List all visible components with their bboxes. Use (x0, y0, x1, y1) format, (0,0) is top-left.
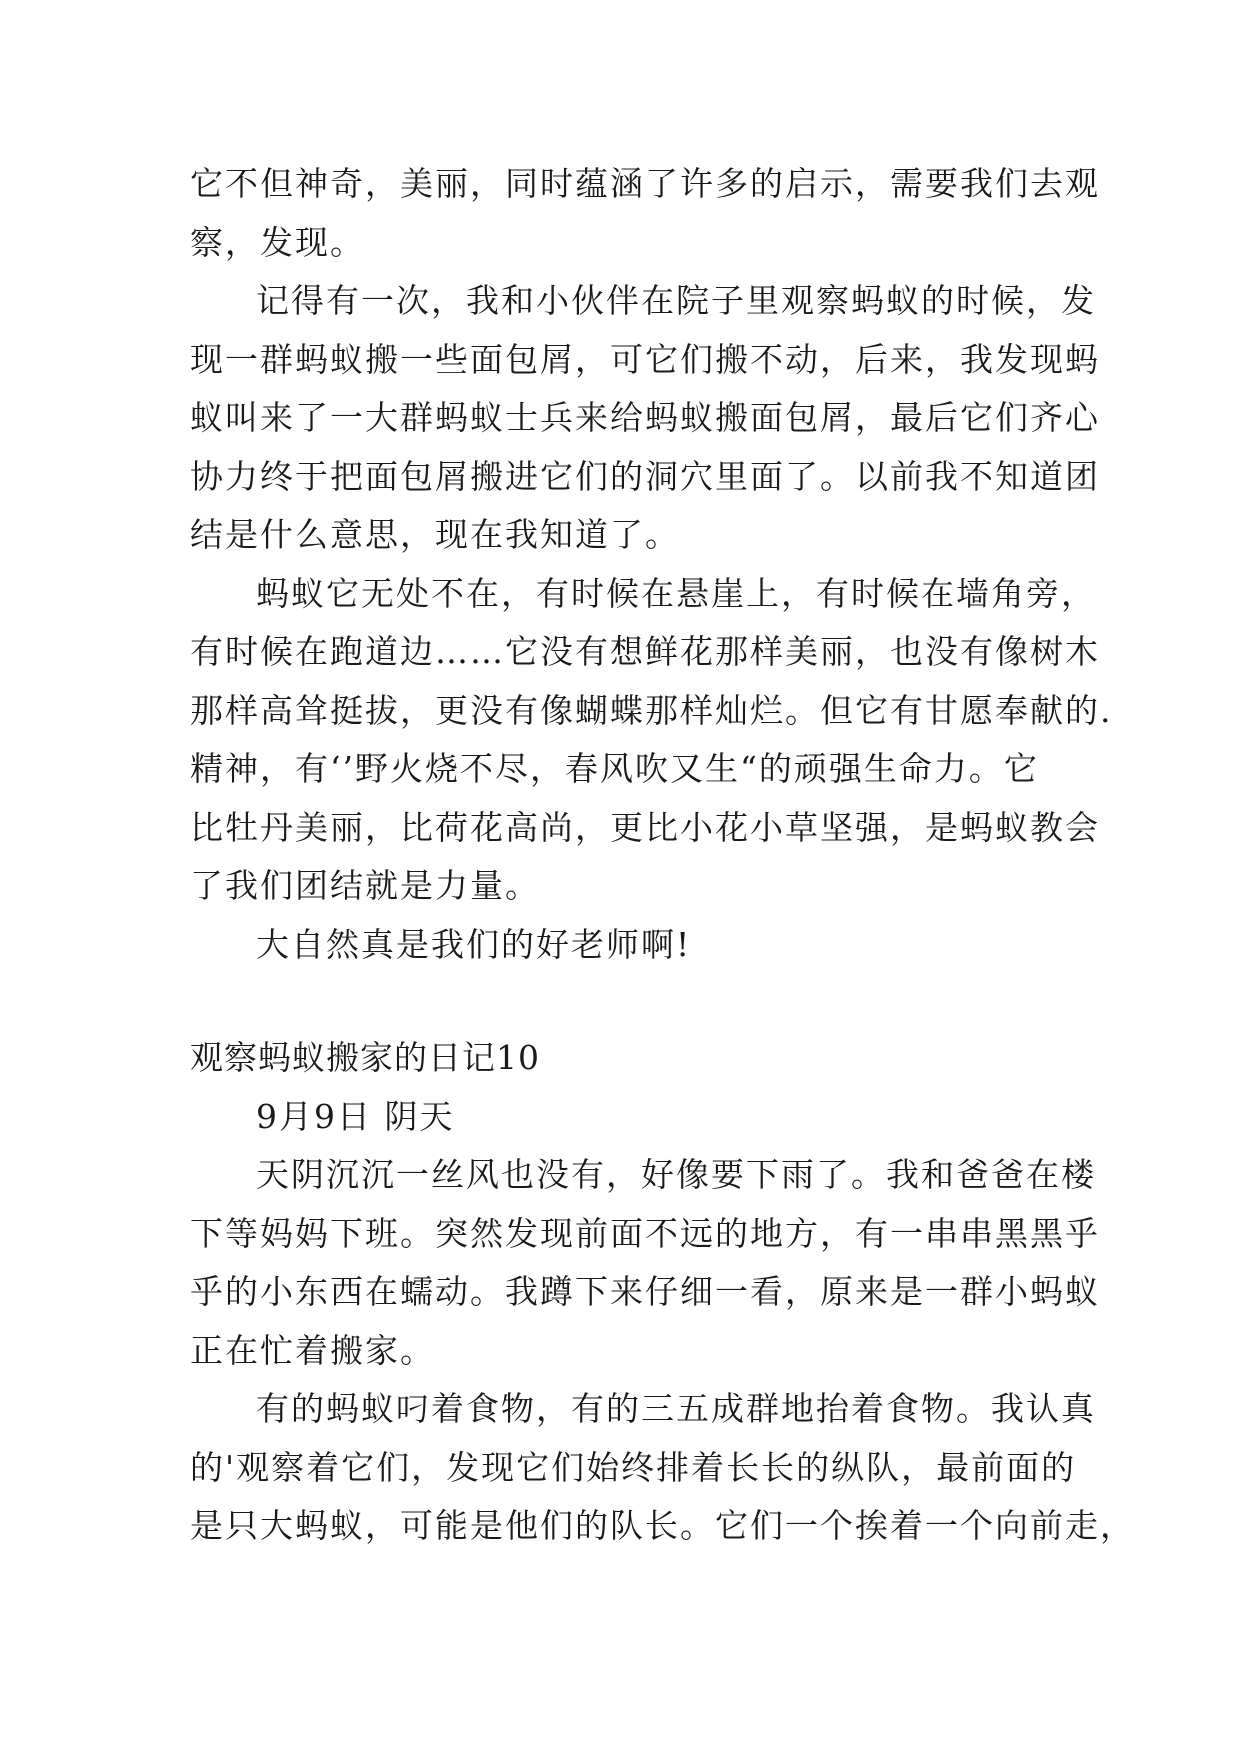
text-line: 精神，有‘’野火烧不尽，春风吹又生“的顽强生命力。它 (190, 749, 1039, 788)
text-line: 的'观察着它们，发现它们始终排着长长的纵队，最前面的 (190, 1447, 1077, 1487)
text-line: 乎的小东西在蠕动。我蹲下来仔细一看，原来是一群小蚂蚁 (190, 1272, 1100, 1311)
diary-title: 观察蚂蚁搬家的日记10 (190, 1038, 540, 1077)
text-line: 它不但神奇，美丽，同时蕴涵了许多的启示，需要我们去观 (190, 164, 1100, 203)
paragraph-start-line: 大自然真是我们的好老师啊! (256, 924, 692, 964)
text-line: 下等妈妈下班。突然发现前面不远的地方，有一串串黑黑乎 (190, 1213, 1100, 1253)
text-line: 察，发现。 (190, 222, 365, 262)
text-line: 蚁叫来了一大群蚂蚁士兵来给蚂蚁搬面包屑，最后它们齐心 (190, 398, 1100, 437)
text-line: 协力终于把面包屑搬进它们的洞穴里面了。以前我不知道团 (190, 456, 1100, 496)
text-line: 正在忙着搬家。 (190, 1330, 435, 1370)
paragraph-start-line: 蚂蚁它无处不在，有时候在悬崖上，有时候在墙角旁， (256, 573, 1096, 613)
text-line: 比牡丹美丽，比荷花高尚，更比小花小草坚强，是蚂蚁教会 (190, 807, 1100, 847)
text-line: 是只大蚂蚁，可能是他们的队长。它们一个挨着一个向前走， (190, 1506, 1135, 1545)
section-spacer (190, 974, 1050, 1029)
document-body (190, 155, 1135, 1556)
paragraph-start-line: 天阴沉沉一丝风也没有，好像要下雨了。我和爸爸在楼 (256, 1155, 1096, 1194)
text-line: 那样高耸挺拔，更没有像蝴蝶那样灿烂。但它有甘愿奉献的. (190, 690, 1113, 730)
text-line: 有时候在跑道边……它没有想鲜花那样美丽，也没有像树木 (190, 632, 1100, 671)
paragraph-start-line: 记得有一次，我和小伙伴在院子里观察蚂蚁的时候，发 (256, 281, 1096, 320)
text-line: 现一群蚂蚁搬一些面包屑，可它们搬不动，后来，我发现蚂 (190, 339, 1100, 379)
paragraph-start-line: 有的蚂蚁叼着食物，有的三五成群地抬着食物。我认真 (256, 1389, 1096, 1428)
diary-date-weather: 9月9日 阴天 (256, 1096, 455, 1136)
text-line: 了我们团结就是力量。 (190, 866, 540, 905)
text-line: 结是什么意思，现在我知道了。 (190, 515, 680, 554)
